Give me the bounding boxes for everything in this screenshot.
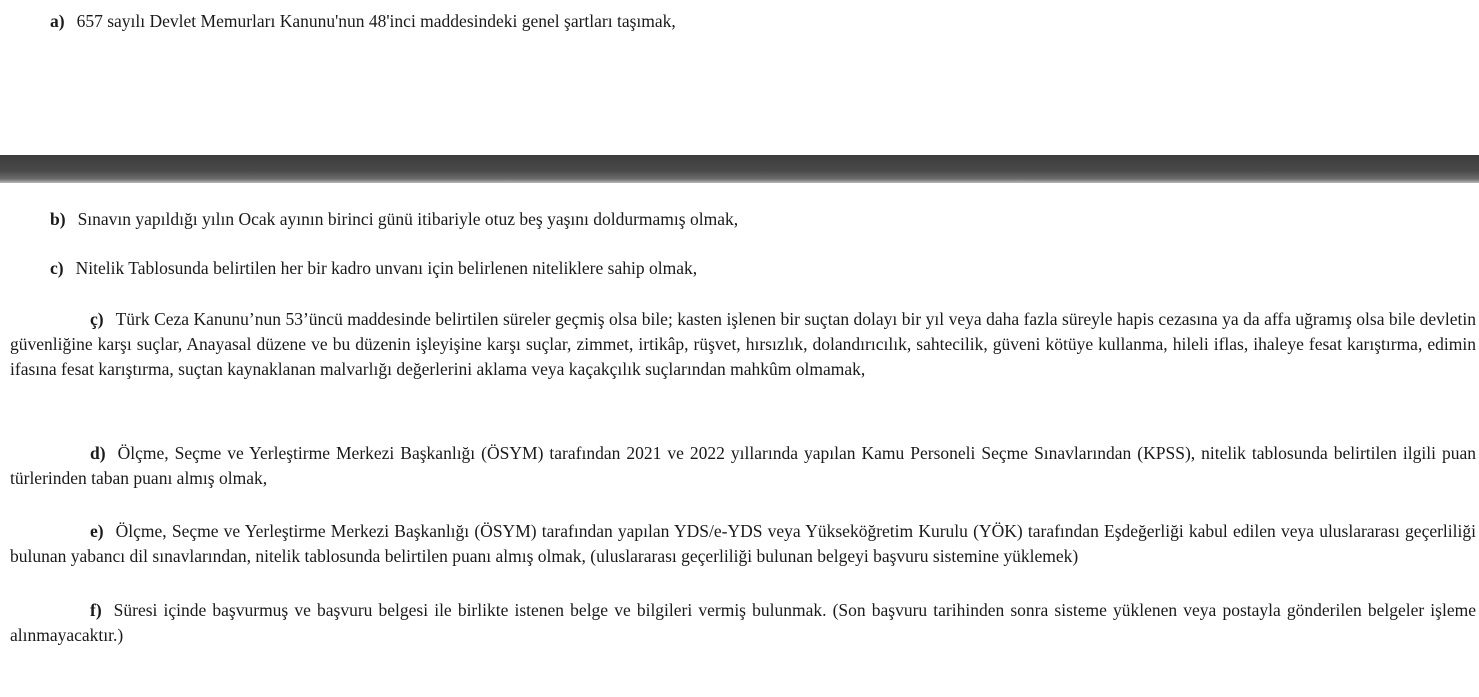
clause-a-marker: a) xyxy=(50,11,65,31)
clause-cc-marker: ç) xyxy=(90,309,104,329)
clause-c xyxy=(50,256,1470,281)
page-separator xyxy=(0,155,1479,183)
document-page-bottom xyxy=(0,183,1479,697)
clause-e-text: Ölçme, Seçme ve Yerleştirme Merkezi Başkanlığı (ÖSYM) tarafından yapılan YDS/e-YDS veya Yükseköğretim Kurulu (YÖK) tarafından Eşdeğerliği kabul edilen veya uluslararası geçerliliği bulunan yabancı dil sınavlarından, nitelik tablosunda belirtilen puanı almış olmak, (uluslararası geçerliliği bulunan belgeyi başvuru sistemine yüklemek) xyxy=(10,521,1476,566)
clause-b-marker: b) xyxy=(50,209,66,229)
clause-e xyxy=(10,519,1476,569)
clause-d-text: Ölçme, Seçme ve Yerleştirme Merkezi Başkanlığı (ÖSYM) tarafından 2021 ve 2022 yıllarında yapılan Kamu Personeli Seçme Sınavlarından (KPSS), nitelik tablosunda belirtilen ilgili puan türlerinden taban puanı almış olmak, xyxy=(10,443,1476,488)
clause-a xyxy=(50,9,1470,34)
clause-e-marker: e) xyxy=(90,521,104,541)
clause-d xyxy=(10,441,1476,491)
clause-d-marker: d) xyxy=(90,443,106,463)
clause-f-text: Süresi içinde başvurmuş ve başvuru belgesi ile birlikte istenen belge ve bilgileri vermiş bulunmak. (Son başvuru tarihinden sonra sisteme yüklenen veya postayla gönderilen belgeler işleme alınmayacaktır.) xyxy=(10,600,1476,645)
clause-f xyxy=(10,598,1476,648)
clause-a-text: 657 sayılı Devlet Memurları Kanunu'nun 48'inci maddesindeki genel şartları taşımak, xyxy=(76,11,676,31)
clause-cc-text: Türk Ceza Kanunu’nun 53’üncü maddesinde belirtilen süreler geçmiş olsa bile; kasten işlenen bir suçtan dolayı bir yıl veya daha fazla süreyle hapis cezasına ya da affa uğramış olsa bile devletin güvenliğine karşı suçlar, Anayasal düzene ve bu düzenin işleyişine karşı suçlar, zimmet, irtikâp, rüşvet, hırsızlık, dolandırıcılık, sahtecilik, güveni kötüye kullanma, hileli iflas, ihaleye fesat karıştırma, edimin ifasına fesat karıştırma, suçtan kaynaklanan malvarlığı değerlerini aklama veya kaçakçılık suçlarından mahkûm olmamak, xyxy=(10,309,1476,379)
clause-b-text: Sınavın yapıldığı yılın Ocak ayının birinci günü itibariyle otuz beş yaşını doldurmamış olmak, xyxy=(77,209,739,229)
clause-c-marker: c) xyxy=(50,258,64,278)
clause-c-text: Nitelik Tablosunda belirtilen her bir kadro unvanı için belirlenen niteliklere sahip olmak, xyxy=(75,258,698,278)
clause-f-marker: f) xyxy=(90,600,102,620)
document-page-top xyxy=(0,0,1479,155)
clause-cc xyxy=(10,307,1476,382)
clause-b xyxy=(50,207,1470,232)
